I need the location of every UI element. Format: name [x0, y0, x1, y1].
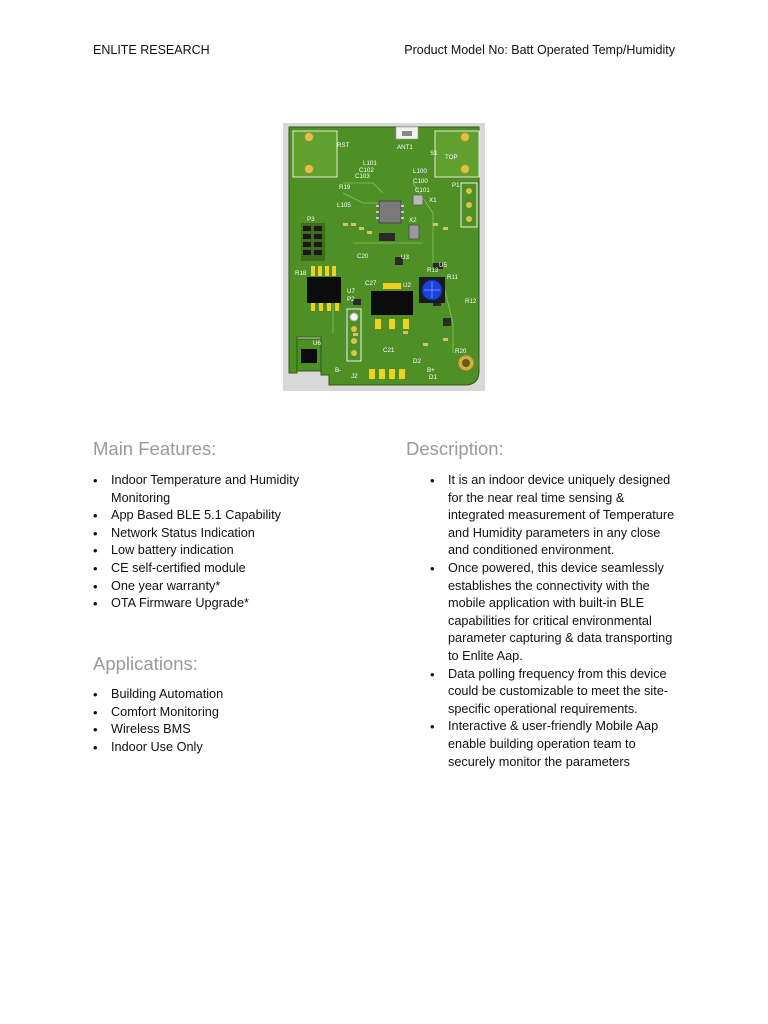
- pcb-label-c103: C103: [355, 173, 370, 180]
- description-heading: Description:: [406, 438, 504, 459]
- pcb-label-c21: C21: [383, 347, 395, 354]
- list-item: • Network Status Indication: [93, 525, 333, 543]
- list-item: • Indoor Use Only: [93, 739, 333, 757]
- pcb-label-j2: J2: [351, 373, 358, 380]
- list-item: • Comfort Monitoring: [93, 704, 333, 722]
- description-list: [430, 472, 680, 771]
- pcb-label-r19: R19: [339, 184, 351, 191]
- pcb-label-bplus: B+: [427, 367, 435, 374]
- pcb-label-d2: D2: [413, 358, 421, 365]
- list-item: • Indoor Temperature and Humidity Monitoring: [93, 472, 333, 507]
- applications-heading: Applications:: [93, 653, 198, 674]
- pcb-label-l101: L101: [363, 160, 377, 167]
- list-item: • Building Automation: [93, 686, 333, 704]
- list-item: • Data polling frequency from this device could be customizable to meet the site-specific operational requirements.: [430, 666, 680, 719]
- list-item: • CE self-certified module: [93, 560, 333, 578]
- pcb-label-r13: R13: [427, 267, 439, 274]
- pcb-label-top: TOP: [445, 154, 458, 161]
- pcb-label-x1: X1: [429, 197, 437, 204]
- pcb-label-c101: C101: [415, 187, 430, 194]
- pcb-label-x2: X2: [409, 217, 417, 224]
- pcb-label-rst: RST: [337, 142, 350, 149]
- main-features-list: [93, 472, 333, 613]
- pcb-label-bminus: B-: [335, 367, 342, 374]
- list-item: • It is an indoor device uniquely designed for the near real time sensing & integrated measurement of Temperature and Humidity parameters in any close and conditioned environment.: [430, 472, 680, 560]
- list-item: • Interactive & user-friendly Mobile Aap enable building operation team to securely monitor the parameters: [430, 718, 680, 771]
- pcb-label-u2: U2: [403, 282, 411, 289]
- pcb-label-l100: L100: [413, 168, 427, 175]
- list-item: • Low battery indication: [93, 542, 333, 560]
- applications-list: [93, 686, 333, 756]
- list-item: • OTA Firmware Upgrade*: [93, 595, 333, 613]
- pcb-label-r18: R18: [295, 270, 307, 277]
- pcb-label-p1: P1: [452, 182, 460, 189]
- list-item: • Wireless BMS: [93, 721, 333, 739]
- pcb-label-c20: C20: [357, 253, 369, 260]
- list-item: • App Based BLE 5.1 Capability: [93, 507, 333, 525]
- pcb-label-u6: U6: [313, 340, 321, 347]
- main-features-heading: Main Features:: [93, 438, 217, 459]
- pcb-label-ant: ANT1: [397, 144, 413, 151]
- pcb-label-d1: D1: [429, 374, 437, 381]
- pcb-image: [283, 123, 485, 391]
- pcb-label-s1: S1: [430, 150, 438, 157]
- pcb-label-p2: P2: [347, 296, 355, 303]
- pcb-label-u7: U7: [347, 288, 355, 295]
- list-item: • Once powered, this device seamlessly establishes the connectivity with the mobile application with built-in BLE capabilities for critical environmental parameter capturing & data transporting to Enlite Aap.: [430, 560, 680, 666]
- pcb-label-c100: C100: [413, 178, 428, 185]
- pcb-label-p3: P3: [307, 216, 315, 223]
- company-name: ENLITE RESEARCH: [93, 43, 210, 57]
- pcb-label-l105: L105: [337, 202, 351, 209]
- pcb-label-c27: C27: [365, 280, 377, 287]
- list-item: • One year warranty*: [93, 578, 333, 596]
- pcb-label-u5: U5: [439, 262, 447, 269]
- product-model: Product Model No: Batt Operated Temp/Humidity: [404, 43, 675, 57]
- pcb-label-r12: R12: [465, 298, 477, 305]
- pcb-label-u3: U3: [401, 254, 409, 261]
- pcb-label-r20: R20: [455, 348, 467, 355]
- pcb-label-c102: C102: [359, 167, 374, 174]
- pcb-label-r11: R11: [447, 274, 458, 281]
